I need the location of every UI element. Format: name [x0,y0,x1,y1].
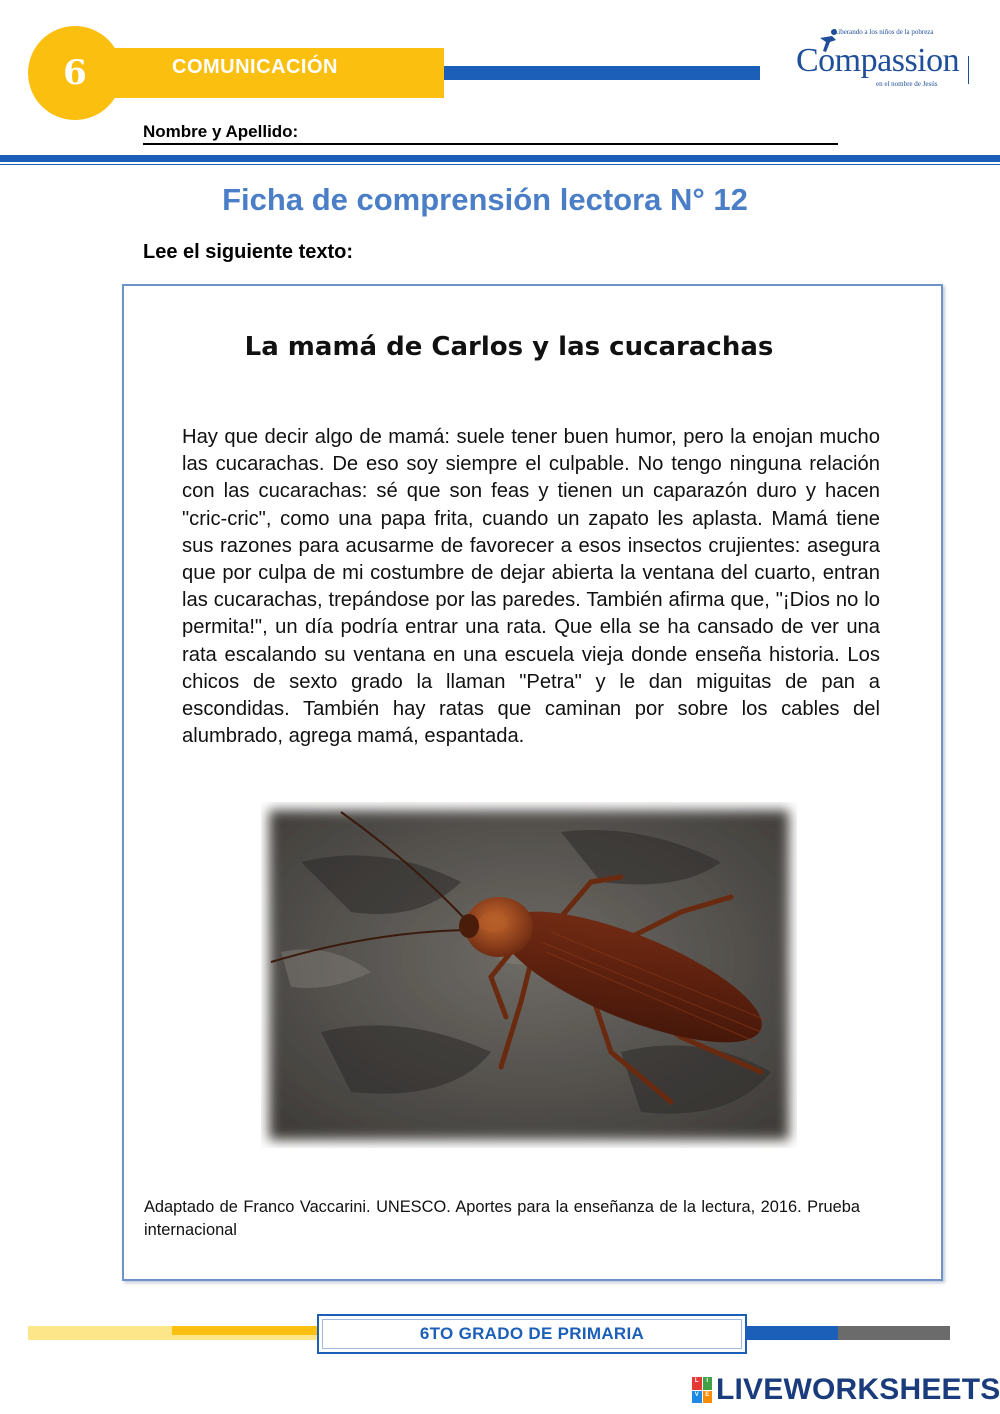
subject-label: COMUNICACIÓN [172,56,338,78]
reading-box [122,284,943,1281]
footer-stripe-blue [744,1326,840,1340]
logo-divider [968,56,969,84]
story-body: Hay que decir algo de mamá: suele tener buen humor, pero la enojan mucho las cucarachas. De eso soy siempre el culpable. No tengo ninguna relación con las cucarachas: sé que son feas y tienen un caparazón duro y hacen "cric-cric", como una papa frita, cuando un zapato les aplasta. Mamá tiene sus razones para acusarme de favorecer a esos insectos crujientes: asegura que por culpa de mi costumbre de dejar abierta la ventana del cuarto, entran las cucarachas, trepándose por las paredes. También afirma que, "¡Dios no lo permita!", un día podría entrar una rata. Que ella se ha cansado de ver una rata escalando su ventana en una escuela vieja donde enseña historia. Los chicos de sexto grado la llaman "Petra" y le dan miguitas de pan a escondidas. También hay ratas que caminan por sobre los cables del alumbrado, agrega mamá, espantada. [182,426,880,748]
footer-stripe-yellow [172,1326,322,1335]
name-field[interactable] [143,122,838,145]
grade-badge [28,26,122,120]
story-title: La mamá de Carlos y las cucarachas [244,332,774,362]
logo-subtitle: en el nombre de Jesús [876,80,938,88]
liveworksheets-brand[interactable] [692,1372,1000,1408]
grade-footer-label: 6TO GRADO DE PRIMARIA [419,1324,645,1343]
compassion-logo [796,28,976,92]
footer-stripe-gray [838,1326,950,1340]
source-credit: Adaptado de Franco Vaccarini. UNESCO. Aportes para la enseñanza de la lectura, 2016. Prueba internacional [144,1198,860,1239]
logo-tagline: Liberando a los niños de la pobreza [834,28,934,36]
instruction-text: Lee el siguiente texto: [143,241,354,263]
worksheet-title: Ficha de comprensión lectora N° 12 [222,182,748,217]
liveworksheets-wordmark: LIVEWORKSHEETS [716,1373,1000,1406]
header-stripe [444,66,760,80]
logo-wordmark: Compassion [796,42,960,79]
header-divider-thin [0,164,1000,165]
grade-number: 6 [63,53,87,93]
cockroach-photo [261,802,797,1148]
grade-footer-box [317,1314,747,1354]
liveworksheets-icon: L I V E [692,1377,712,1403]
header-divider [0,155,1000,162]
name-label: Nombre y Apellido: [143,122,299,141]
